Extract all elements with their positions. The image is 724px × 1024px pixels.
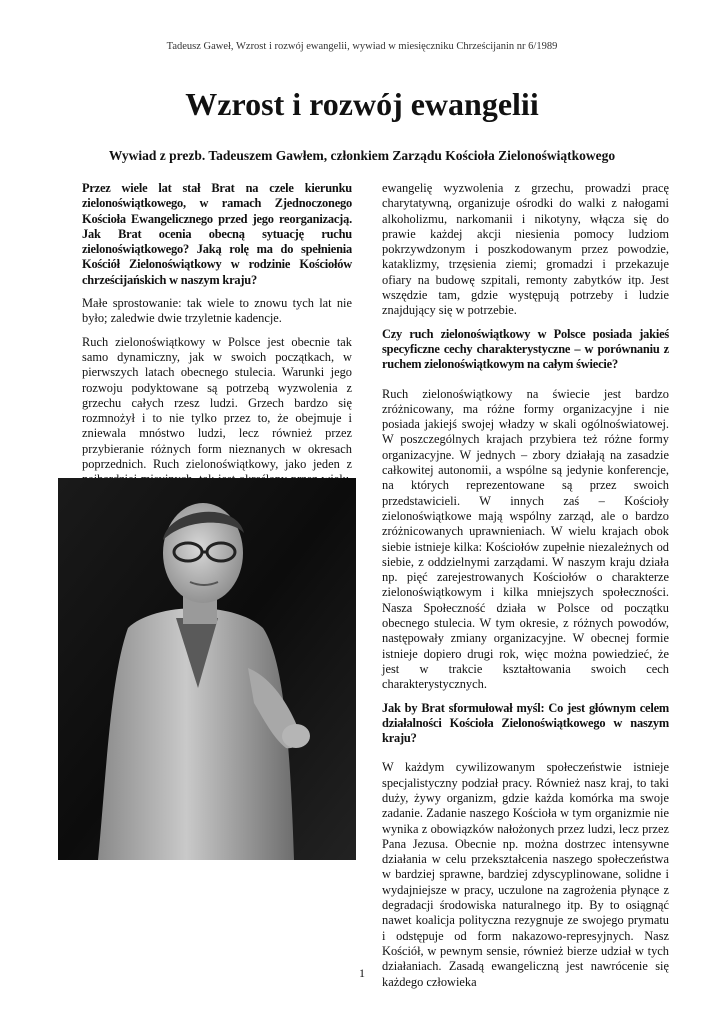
page-number: 1 bbox=[359, 966, 365, 980]
interview-question-2: Czy ruch zielonoświątkowy w Polsce posiada jakieś specyficzne cechy charakterystyczne – w porównaniu z ruchem zielonoświątkowym na całym świecie? bbox=[382, 326, 669, 372]
answer-paragraph-4: Ruch zielonoświątkowy na świecie jest bardzo zróżnicowany, ma różne formy organizacyjne i nie posiada jakiejś swojej władzy w skali ogólnoświatowej. W poszczególnych krajach przybiera też różne formy organizacyjne. W jednych – zbory działają na zasadzie całkowitej autonomii, a wspólne są jedynie konferencje, na których reprezentowane są przez swoich przedstawicieli. W innych zaś – Kościoły zielonoświątkowe mają wspólny zarząd, ale o bardzo zróżnicowanych uprawnieniach. W wielu krajach obok siebie istnieje kilka: Kościołów zupełnie niezależnych od siebie, z oddzielnymi zarządami. W naszym kraju działa np. pięć zarejestrowanych Kościołów o charakterze zielonoświątkowym i kilka mniejszych społeczności. Nasza Społeczność działa w Polsce od początku obecnego stulecia. W tym okresie, z różnych powodów, następowały zmiany organizacyjne. W obecnej formie istnieje dopiero drugi rok, więc można powiedzieć, że jest w trakcie kształtowania swoich cech charakterystycznych. bbox=[382, 386, 669, 692]
speaker-hand bbox=[282, 724, 310, 748]
right-column bbox=[382, 181, 669, 998]
answer-paragraph-1: Małe sprostowanie: tak wiele to znowu tych lat nie było; zaledwie dwie trzyletnie kadencje. bbox=[82, 296, 352, 326]
article-title: Wzrost i rozwój ewangelii bbox=[185, 86, 539, 122]
article-subtitle: Wywiad z prezb. Tadeuszem Gawłem, członkiem Zarządu Kościoła Zielonoświątkowego bbox=[108, 148, 616, 163]
interview-question-3: Jak by Brat sformułował myśl: Co jest głównym celem działalności Kościoła Zielonoświątkowego w naszym kraju? bbox=[382, 700, 669, 746]
answer-paragraph-2: Ruch zielonoświątkowy w Polsce jest obecnie tak samo dynamiczny, jak w swoich początkach, w pierwszych latach obecnego stulecia. Warunki jego rozwoju podyktowane są potrzebą wyzwolenia z grzechu całych rzesz ludzi. Grzech bardzo się rozmnożył i to nie tylko przez to, że obejmuje i zniewala mnóstwo ludzi, lecz również przez przybieranie różnych form nieznanych w okresach poprzednich. Ruch zielonoświątkowy, jako jeden z bbox=[82, 334, 352, 472]
interview-question-1: Przez wiele lat stał Brat na czele kierunku zielonoświątkowego, w ramach Zjednoczonego Kościoła Ewangelicznego przed jego reorganizacją. Jak Brat ocenia obecną sytuację ruchu zielonoświątkowego? Jaką rolę ma do spełnienia Kościół Zielonoświątkowy w rodzinie Kościołów chrześcijańskich w naszym kraju? bbox=[82, 181, 352, 287]
speaker-photo bbox=[58, 478, 356, 860]
running-header: Tadeusz Gaweł, Wzrost i rozwój ewangelii, wywiad w miesięczniku Chrześcijanin nr 6/1989 bbox=[166, 41, 558, 52]
left-column bbox=[82, 181, 352, 526]
answer-paragraph-5: W każdym cywilizowanym społeczeństwie istnieje specjalistyczny podział pracy. Również nasz kraj, to taki duży, żywy organizm, gdzie każda komórka ma swoje zadanie. Zadanie naszego Kościoła w tym organizmie nie wynika z obowiązków nałożonych przez ludzi, lecz przez Pana Jezusa. Obecnie np. można dostrzec intensywne działania w celu przekształcenia naszego społeczeństwa w bardziej sprawne, bardziej zdyscyplinowane, solidne i wydajniejsze w pracy, uczulone na zagrożenia płynące z degradacji środowiska naturalnego itp. By to osiągnąć nawet koalicja polityczna rezygnuje ze swojego prymatu i odstępuje od form nakazowo-represyjnych. Nasz Kościół, w pewnym sensie, również bierze udział w tych działaniach. Zasadą ewangeliczną jest nawrócenie się każdego człowieka bbox=[382, 760, 669, 989]
answer-paragraph-3: ewangelię wyzwolenia z grzechu, prowadzi pracę charytatywną, organizuje ośrodki do walki z nałogami alkoholizmu, narkomanii i nikotyny, włącza się do prawie każdej akcji niesienia pomocy ludziom pokrzywdzonym i poszkodowanym przez powodzie, kataklizmy, trzęsienia ziemi; gromadzi i przekazuje ofiary na budowę szpitali, remonty zabytków itp. Jest wszędzie tam, gdzie występują potrzeby i ludzie znajdujący się w potrzebie. bbox=[382, 181, 669, 318]
